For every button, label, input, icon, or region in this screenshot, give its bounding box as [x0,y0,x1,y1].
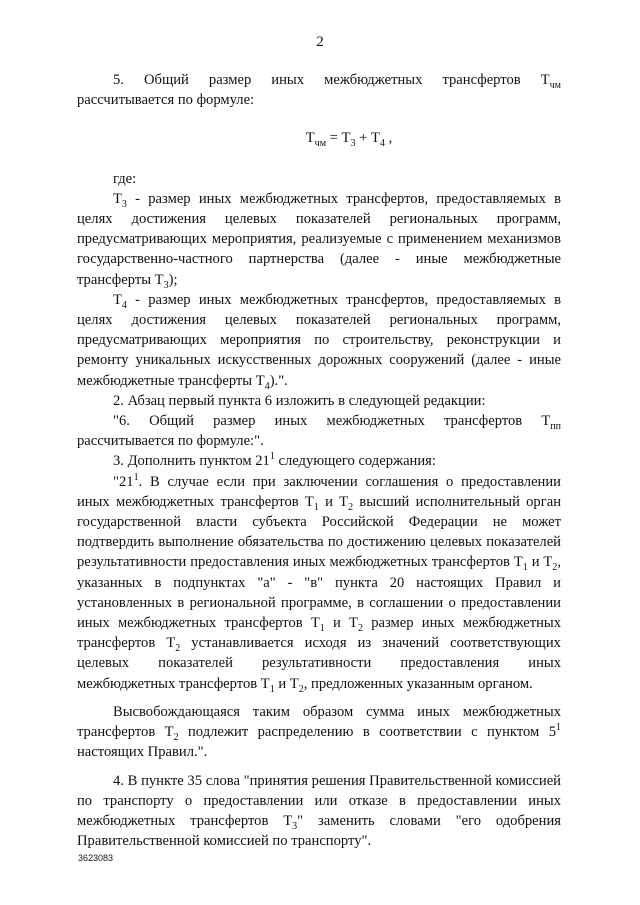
page-number: 2 [316,34,324,50]
t4-end: ).". [269,372,288,389]
item-2-quote [77,411,561,451]
p21-s8: 1 [269,683,275,695]
where-label: где: [113,170,137,187]
formula-lhs-sub: чм [314,138,327,150]
p21-d: высший исполнительный орган государственной власти субъекта Российской Федерации не может подтвердить выполнение обязательства по достижению целевых показателей результативности предоставления иных межбюджетных трансфертов Т [77,493,562,571]
release-b: подлежит распределению в соответствии с пунктом 5 [178,724,556,741]
p21-s4: 2 [552,562,558,574]
t4-start: Т [113,291,122,308]
p21-sup: 1 [133,471,139,483]
p21-s1: 1 [313,501,319,513]
formula-t4-sub: 4 [379,138,385,150]
p21-s5: 1 [319,622,325,634]
item-3-text: 3. Дополнить пунктом 21 [113,453,270,470]
item-3-sup: 1 [269,451,275,463]
p21-c: и Т [318,493,349,510]
p21-s7: 2 [175,643,181,655]
item-2-quote-sub: пп [550,420,561,432]
formula-plus: + Т [355,130,380,147]
item-5-sub: чм [549,79,561,91]
formula-eq: = Т [326,130,351,147]
item-4 [77,771,561,852]
item-5-rest: рассчитывается по формуле: [77,92,255,109]
p21-e: и Т [527,554,553,571]
p21-s3: 1 [522,562,528,574]
release-paragraph [77,702,561,763]
item-2-quote-text: "6. Общий размер иных межбюджетных трансфертов Т [113,413,551,430]
t3-sub: 3 [121,198,127,210]
item-2: 2. Абзац первый пункта 6 изложить в следующей редакции: [113,392,486,409]
t3-sub2: 3 [163,279,169,291]
document-id: 3623083 [78,853,114,863]
t4-sub2: 4 [264,380,270,392]
paragraph-21-1 [77,472,561,694]
item-2-quote-end: рассчитывается по формуле:". [77,433,264,450]
item-3 [77,451,561,471]
p21-k: , предложенных указанным органом. [303,675,533,692]
p21-b: . В случае если при заключении соглашения о предоставлении иных межбюджетных трансфертов Т [77,473,561,510]
p21-a: "21 [113,473,134,490]
paragraph-item-5 [77,70,561,110]
t4-definition [77,290,561,391]
item-3-rest: следующего содержания: [274,453,436,470]
item-4-a: 4. В пункте 35 слова "принятия решения Правительственной комиссией по транспорту о предоставлении или отказе в предоставлении иных межбюджетных трансфертов Т [77,772,561,829]
formula-lhs: Т [305,130,315,147]
p21-s9: 2 [298,683,304,695]
t4-text: - размер иных межбюджетных трансфертов, предоставляемых в целях достижения целевых показателей региональных программ, предусматривающих мероприятия по строительству, реконструкции и ремонту уникальных искусственных дорожных сооружений (далее - иные межбюджетные трансферты Т [77,291,561,389]
item-5-text: 5. Общий размер иных межбюджетных трансфертов Т [113,72,550,88]
document-body [77,70,561,851]
p21-h: размер иных межбюджетных трансфертов Т [77,615,561,652]
formula [137,128,561,148]
t3-start: Т [113,190,122,207]
p21-g: и Т [324,615,358,632]
p21-f: , указанных в подпунктах "а" - "в" пункта 20 настоящих Правил и установленных в региональной программе, в соглашении о предоставлении иных межбюджетных трансфертов Т [77,554,561,632]
item-4-b: " заменить словами "его одобрения Правительственной комиссией по транспорту". [77,812,561,850]
t3-definition [77,189,561,290]
item-4-sub: 3 [292,820,298,832]
release-sub: 2 [173,732,179,743]
p21-i: устанавливается исходя из значений соответствующих целевых показателей результативности предоставления иных межбюджетных трансфертов Т [77,635,561,692]
formula-t3-sub: 3 [350,138,356,150]
t3-end: ); [168,271,178,288]
t3-text: - размер иных межбюджетных трансфертов, предоставляемых в целях достижения целевых показателей региональных программ, предусматривающих мероприятия, реализуемые с применением механизмов государственно-частного партнерства (далее - иные межбюджетные трансферты Т [77,190,561,288]
p21-s2: 2 [348,501,354,513]
p21-s6: 2 [357,622,363,634]
p21-j: и Т [274,675,299,692]
release-sup: 1 [556,722,561,734]
release-c: настоящих Правил.". [77,744,208,761]
release-a: Высвобождающаяся таким образом сумма иных межбюджетных трансфертов Т [77,703,561,741]
formula-end: , [384,130,393,147]
t4-sub: 4 [121,299,127,311]
